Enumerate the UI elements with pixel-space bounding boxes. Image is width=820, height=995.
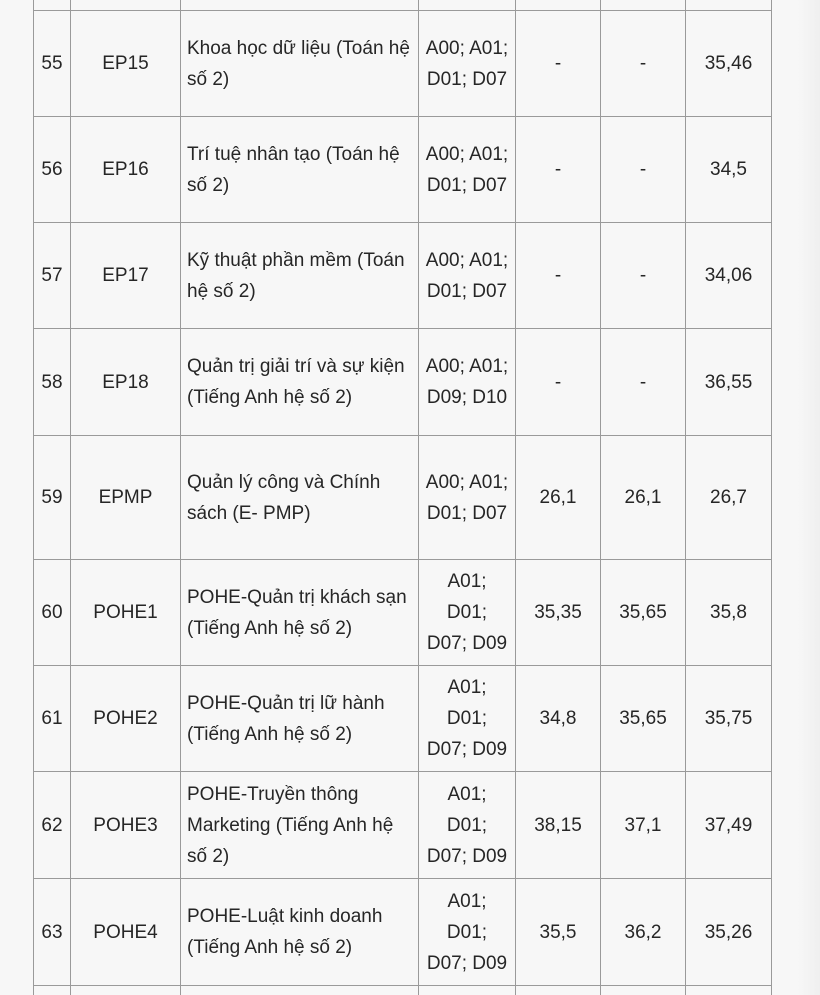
score-2-cell: 35,65 — [601, 666, 686, 772]
table-row — [34, 560, 772, 666]
stt-cell: 59 — [34, 436, 71, 560]
score-3-cell: 34,5 — [686, 117, 772, 223]
score-1-cell: - — [516, 329, 601, 436]
score-3-cell: 26,7 — [686, 436, 772, 560]
major-code-cell: POHE4 — [71, 879, 181, 986]
score-1-cell: 35,35 — [516, 560, 601, 666]
stt-cell: 60 — [34, 560, 71, 666]
score-2-cell: - — [601, 117, 686, 223]
stt-cell: 57 — [34, 223, 71, 329]
right-edge-shadow — [798, 0, 820, 995]
admission-scores-table — [33, 0, 772, 995]
subject-combination-cell: A00; A01; D09; D10 — [419, 329, 516, 436]
subject-combination-cell: A00; A01; D01; D07 — [419, 117, 516, 223]
table-row-top-partial — [34, 0, 772, 11]
major-code-cell: POHE1 — [71, 560, 181, 666]
score-3-cell: 37,49 — [686, 772, 772, 879]
score-2-cell: - — [601, 223, 686, 329]
major-code-cell: EP15 — [71, 11, 181, 117]
major-name-cell: POHE-Luật kinh doanh (Tiếng Anh hệ số 2) — [181, 879, 419, 986]
major-name-cell: Quản lý công và Chính sách (E- PMP) — [181, 436, 419, 560]
score-3-cell: 36,55 — [686, 329, 772, 436]
score-3-cell: 34,06 — [686, 223, 772, 329]
score-3-cell: 35,75 — [686, 666, 772, 772]
table-row — [34, 879, 772, 986]
subject-combination-cell: A01; D01; D07; D09 — [419, 560, 516, 666]
score-2-cell: 35,65 — [601, 560, 686, 666]
major-name-cell: POHE-Truyền thông Marketing (Tiếng Anh hệ số 2) — [181, 772, 419, 879]
table-row — [34, 11, 772, 117]
score-2-cell: 37,1 — [601, 772, 686, 879]
major-code-cell: EPMP — [71, 436, 181, 560]
major-code-cell: EP17 — [71, 223, 181, 329]
score-3-cell: 35,26 — [686, 879, 772, 986]
subject-combination-cell: A01; D01; D07; D09 — [419, 772, 516, 879]
table-row — [34, 436, 772, 560]
score-2-cell: - — [601, 329, 686, 436]
score-1-cell: - — [516, 11, 601, 117]
major-name-cell: Trí tuệ nhân tạo (Toán hệ số 2) — [181, 117, 419, 223]
stt-cell: 55 — [34, 11, 71, 117]
score-1-cell: 38,15 — [516, 772, 601, 879]
major-name-cell: Khoa học dữ liệu (Toán hệ số 2) — [181, 11, 419, 117]
major-code-cell: EP18 — [71, 329, 181, 436]
stt-cell: 56 — [34, 117, 71, 223]
table-row-bottom-partial — [34, 986, 772, 995]
major-name-cell: Kỹ thuật phần mềm (Toán hệ số 2) — [181, 223, 419, 329]
subject-combination-cell: A00; A01; D01; D07 — [419, 223, 516, 329]
score-2-cell: 26,1 — [601, 436, 686, 560]
score-1-cell: 34,8 — [516, 666, 601, 772]
subject-combination-cell: A01; D01; D07; D09 — [419, 879, 516, 986]
table-row — [34, 223, 772, 329]
score-2-cell: 36,2 — [601, 879, 686, 986]
major-code-cell: POHE2 — [71, 666, 181, 772]
stt-cell: 58 — [34, 329, 71, 436]
table-row — [34, 329, 772, 436]
table-row — [34, 772, 772, 879]
score-1-cell: 26,1 — [516, 436, 601, 560]
stt-cell: 61 — [34, 666, 71, 772]
table-body — [34, 0, 772, 995]
major-code-cell: EP16 — [71, 117, 181, 223]
score-1-cell: 35,5 — [516, 879, 601, 986]
score-2-cell: - — [601, 11, 686, 117]
stt-cell: 63 — [34, 879, 71, 986]
score-1-cell: - — [516, 223, 601, 329]
score-1-cell: - — [516, 117, 601, 223]
major-name-cell: POHE-Quản trị lữ hành (Tiếng Anh hệ số 2) — [181, 666, 419, 772]
table-row — [34, 666, 772, 772]
score-3-cell: 35,46 — [686, 11, 772, 117]
score-3-cell: 35,8 — [686, 560, 772, 666]
major-code-cell: POHE3 — [71, 772, 181, 879]
subject-combination-cell: A01; D01; D07; D09 — [419, 666, 516, 772]
subject-combination-cell: A00; A01; D01; D07 — [419, 436, 516, 560]
table-row — [34, 117, 772, 223]
stt-cell: 62 — [34, 772, 71, 879]
major-name-cell: Quản trị giải trí và sự kiện (Tiếng Anh hệ số 2) — [181, 329, 419, 436]
subject-combination-cell: A00; A01; D01; D07 — [419, 11, 516, 117]
major-name-cell: POHE-Quản trị khách sạn (Tiếng Anh hệ số 2) — [181, 560, 419, 666]
